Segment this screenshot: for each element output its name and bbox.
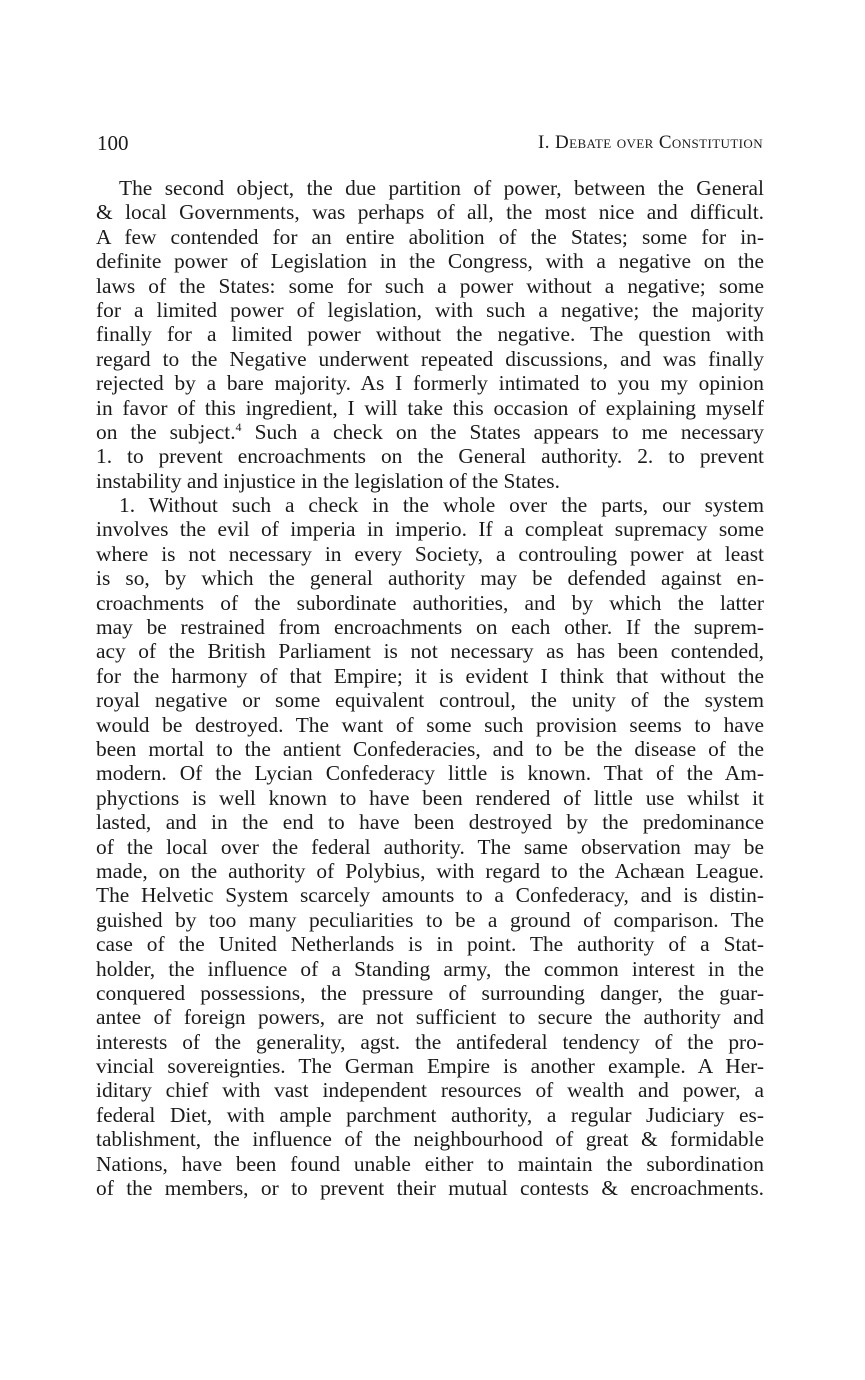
text-line: 1. Without such a check in the whole over the parts, our system [119,493,764,518]
text-line: may be restrained from encroachments on each other. If the suprem- [96,615,764,640]
text-line: croachments of the subordinate authorities, and by which the latter [96,590,764,615]
text-line: involves the evil of imperia in imperio. If a compleat supremacy some [96,517,764,542]
text-line: tablishment, the influence of the neighbourhood of great & formidable [96,1127,764,1152]
text-line: rejected by a bare majority. As I formerly intimated to you my opinion [96,371,764,396]
text-fragment: Such a check on the States appears to me necessary [254,419,764,444]
text-line: The Helvetic System scarcely amounts to a Confederacy, and is distin- [96,883,764,908]
paragraph-2 [96,493,764,1200]
text-line: for a limited power of legislation, with such a negative; the majority [96,297,764,322]
text-line: for the harmony of that Empire; it is evident I think that without the [96,663,764,688]
text-line: instability and injustice in the legislation of the States. [96,468,560,493]
text-line: definite power of Legislation in the Congress, with a negative on the [96,249,764,274]
text-line: laws of the States: some for such a power without a negative; some [96,273,764,298]
text-line: 1. to prevent encroachments on the General authority. 2. to prevent [96,444,764,469]
footnote-marker[interactable]: 4 [235,419,242,434]
text-line: where is not necessary in every Society, a controuling power at least [96,541,764,566]
text-line: is so, by which the general authority may be defended against en- [96,566,764,591]
page-number: 100 [97,131,129,155]
text-line: case of the United Netherlands is in point. The authority of a Stat- [96,932,764,957]
text-line: been mortal to the antient Confederacies, and to be the disease of the [96,736,764,761]
text-line: Nations, have been found unable either to maintain the subordination [96,1151,764,1176]
paragraph-1 [96,176,764,493]
text-line: guished by too many peculiarities to be a ground of comparison. The [96,907,764,932]
text-line: federal Diet, with ample parchment authority, a regular Judiciary es- [96,1102,764,1127]
text-line: iditary chief with vast independent resources of wealth and power, a [96,1078,764,1103]
running-title: I. Debate over Constitution [537,132,763,153]
text-line: A few contended for an entire abolition of the States; some for in- [96,224,764,249]
text-line: vincial sovereignties. The German Empire is another example. A Her- [96,1054,764,1079]
body-text [96,176,764,1200]
text-line: The second object, the due partition of power, between the General [119,176,764,200]
text-line: finally for a limited power without the negative. The question with [96,322,764,347]
text-fragment: on the subject. [96,419,236,444]
text-line: & local Governments, was perhaps of all, the most nice and difficult. [96,200,764,225]
text-line: would be destroyed. The want of some such provision seems to have [96,712,764,737]
text-line: acy of the British Parliament is not necessary as has been contended, [96,639,764,664]
text-line: phyctions is well known to have been rendered of little use whilst it [96,785,764,810]
text-line: lasted, and in the end to have been destroyed by the predominance [96,810,764,835]
text-line: royal negative or some equivalent controul, the unity of the system [96,688,764,713]
text-line: antee of foreign powers, are not sufficient to secure the authority and [96,1005,764,1030]
text-line: modern. Of the Lycian Confederacy little is known. That of the Am- [96,761,764,786]
text-line-with-footnote [96,420,764,444]
text-line: interests of the generality, agst. the antifederal tendency of the pro- [96,1029,764,1054]
running-head [97,128,763,158]
text-line: conquered possessions, the pressure of surrounding danger, the guar- [96,980,764,1005]
text-line: holder, the influence of a Standing army, the common interest in the [96,956,764,981]
text-line: made, on the authority of Polybius, with regard to the Achæan League. [96,858,764,883]
text-line: of the local over the federal authority. The same observation may be [96,834,764,859]
text-line: regard to the Negative underwent repeated discussions, and was finally [96,346,764,371]
text-line: of the members, or to prevent their mutual contests & encroachments. [96,1176,764,1201]
text-line: in favor of this ingredient, I will take this occasion of explaining myself [96,395,764,420]
